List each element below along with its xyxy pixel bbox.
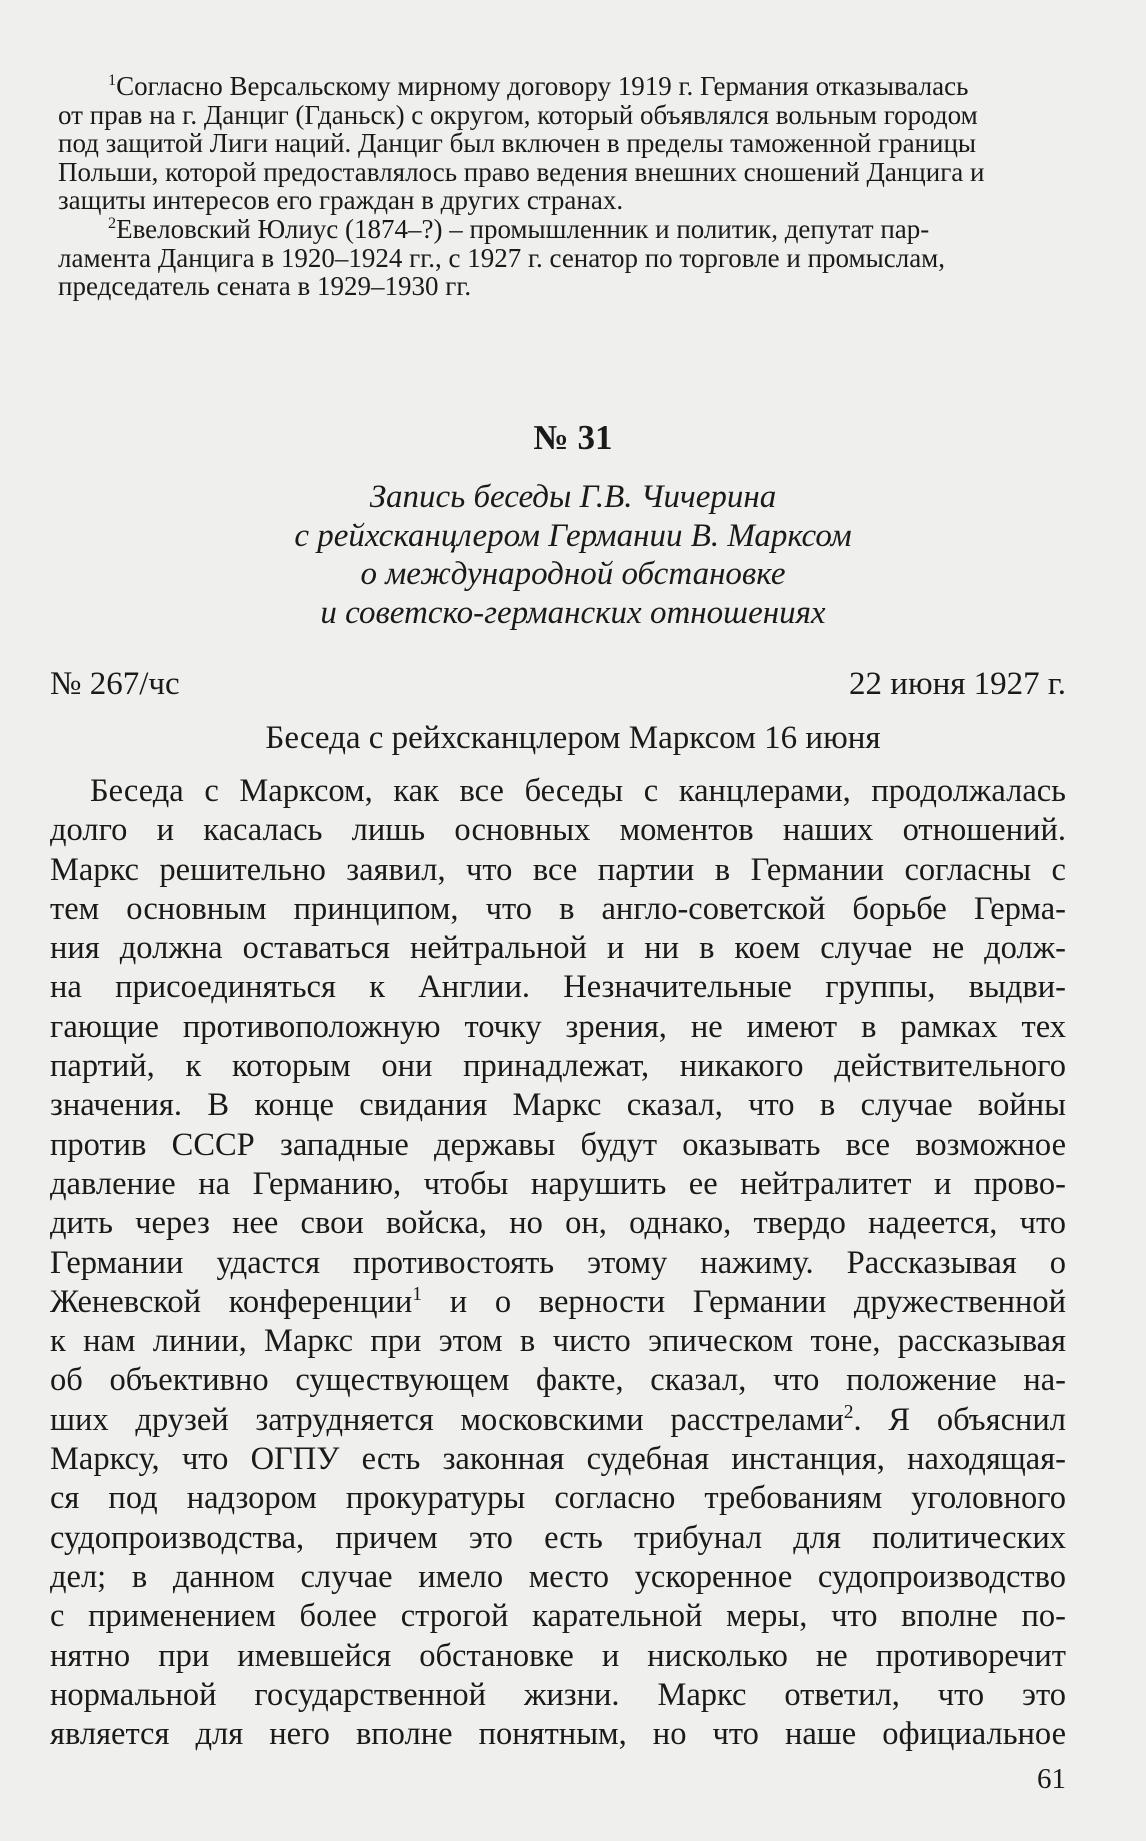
page-number: 61 — [1037, 1763, 1066, 1795]
footnote-1-line: от прав на г. Данциг (Гданьск) с округом, который объявлялся вольным городом — [58, 99, 978, 130]
document-title — [0, 478, 1146, 632]
body-line — [50, 1283, 1066, 1322]
document-meta — [50, 664, 1066, 704]
footnote-1-line: защиты интересов его граждан в других странах. — [58, 185, 624, 216]
body-line: ния должна оставаться нейтральной и ни в коем случае не долж- — [50, 930, 1066, 967]
footnote-ref-1: 1 — [412, 1284, 423, 1306]
body-line: значения. В конце свидания Маркс сказал, что в случае войны — [50, 1087, 1066, 1124]
body-line-part: и о верности Германии дружественной — [422, 1283, 1067, 1320]
document-number: № 31 — [533, 418, 613, 457]
reference-number: № 267/чс — [50, 666, 180, 702]
footnote-2 — [58, 215, 1068, 301]
body-line: ся под надзором прокуратуры согласно требованиям уголовного — [50, 1480, 1066, 1517]
footnote-1-mark: 1 — [108, 71, 117, 89]
document-date: 22 июня 1927 г. — [849, 666, 1066, 702]
footnote-2-line: Евеловский Юлиус (1874–?) – промышленник и политик, депутат пар- — [116, 214, 930, 244]
footnote-1-line: Польши, которой предоставлялось право ведения внешних сношений Данцига и — [58, 156, 985, 187]
footnote-ref-2: 2 — [843, 1401, 854, 1423]
body-line: является для него вполне понятным, но что наше официальное — [50, 1716, 1066, 1753]
body-line: Маркс решительно заявил, что все партии в Германии согласны с — [50, 851, 1066, 888]
body-line: об объективно существующем факте, сказал, что положение на- — [50, 1362, 1066, 1399]
body-line: нормальной государственной жизни. Маркс ответил, что это — [50, 1676, 1066, 1713]
body-line-part: Женевской конференции — [50, 1283, 413, 1320]
footnote-2-line: ламента Данцига в 1920–1924 гг., с 1927 г. сенатор по торговле и промыслам, — [58, 242, 946, 273]
body-line: на присоединяться к Англии. Незначительные группы, выдви- — [50, 969, 1066, 1006]
body-line: с применением более строгой карательной меры, что вполне по- — [50, 1598, 1066, 1635]
body-line: к нам линии, Маркс при этом в чисто эпическом тоне, рассказывая — [50, 1323, 1066, 1360]
body-line-part: ших друзей затрудняется московскими расстрелами — [50, 1401, 844, 1438]
body-line: нятно при имевшейся обстановке и нисколько не противоречит — [50, 1637, 1066, 1674]
body-line: тем основным принципом, что в англо-советской борьбе Герма- — [50, 890, 1066, 927]
title-line: о международной обстановке — [360, 556, 786, 592]
footnote-1 — [58, 72, 1068, 215]
body-line — [50, 1401, 1066, 1440]
footnote-2-mark: 2 — [108, 214, 117, 232]
body-line: дить через нее свои войска, но он, однако, твердо надеется, что — [50, 1205, 1066, 1242]
conversation-heading: Беседа с рейхсканцлером Марксом 16 июня — [265, 720, 881, 756]
title-line: Запись беседы Г.В. Чичерина — [369, 479, 777, 515]
body-line: против СССР западные державы будут оказывать все возможное — [50, 1126, 1066, 1163]
body-text — [50, 772, 1066, 1754]
body-line: Беседа с Марксом, как все беседы с канцлерами, продолжалась — [90, 773, 1066, 809]
body-line-part: . Я объяснил — [853, 1401, 1066, 1438]
body-line: дел; в данном случае имело место ускоренное судопроизводство — [50, 1558, 1066, 1595]
title-line: и советско-германских отношениях — [320, 594, 826, 631]
body-line: судопроизводства, причем это есть трибунал для политических — [50, 1519, 1066, 1556]
footnote-1-line: под защитой Лиги наций. Данциг был включен в пределы таможенной границы — [58, 128, 977, 159]
body-line: гающие противоположную точку зрения, не имеют в рамках тех — [50, 1008, 1066, 1045]
body-line: Марксу, что ОГПУ есть законная судебная инстанция, находящая- — [50, 1441, 1066, 1478]
body-line: партий, к которым они принадлежат, никакого действительного — [50, 1048, 1066, 1085]
body-line: Германии удастся противостоять этому нажиму. Рассказывая о — [50, 1244, 1066, 1281]
footnote-1-line: Согласно Версальскому мирному договору 1919 г. Германия отказывалась — [116, 71, 969, 101]
title-line: с рейхсканцлером Германии В. Марксом — [294, 517, 852, 554]
body-line: давление на Германию, чтобы нарушить ее нейтралитет и прово- — [50, 1165, 1066, 1202]
footnote-2-line: председатель сената в 1929–1930 гг. — [58, 271, 472, 302]
body-line: долго и касалась лишь основных моментов наших отношений. — [50, 812, 1066, 849]
